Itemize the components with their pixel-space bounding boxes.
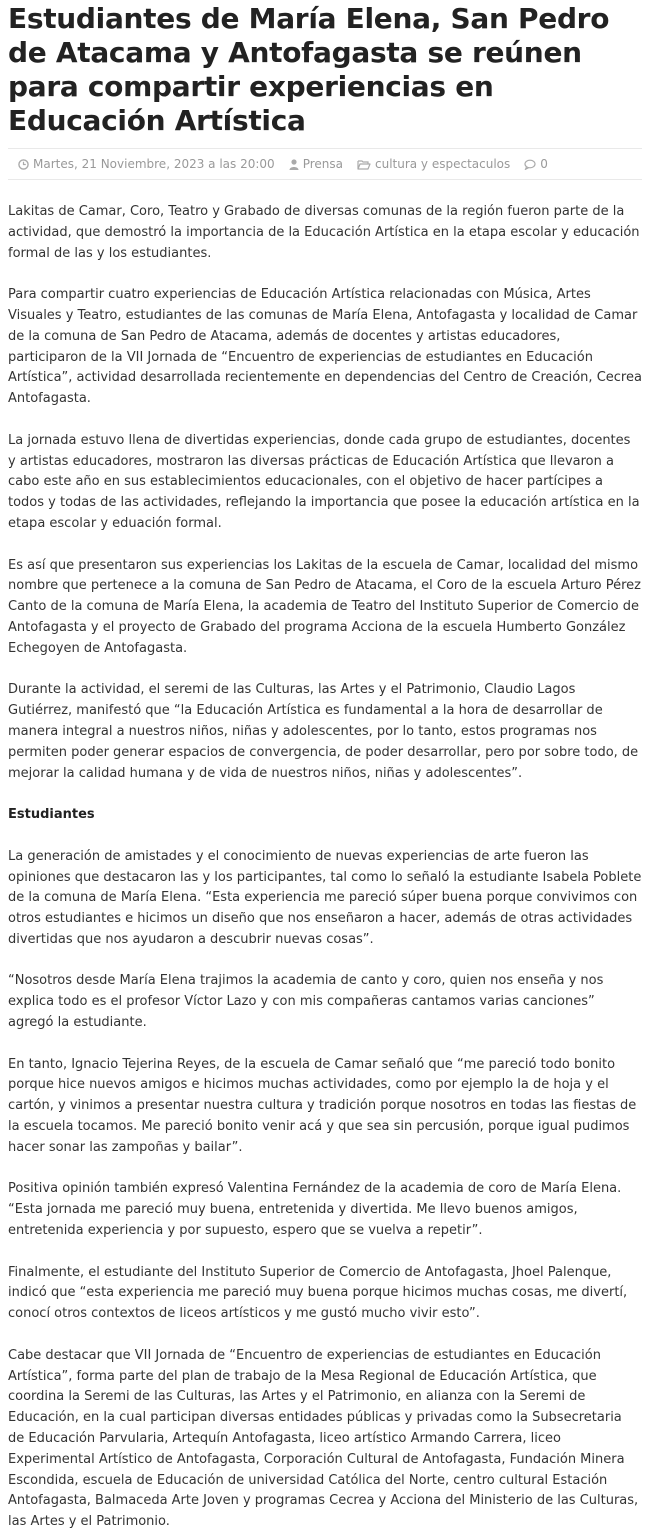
article-title: Estudiantes de María Elena, San Pedro de Atacama y Antofagasta se reúnen para compartir experiencias en Educación Artística [8, 2, 610, 137]
paragraph: Durante la actividad, el seremi de las Culturas, las Artes y el Patrimonio, Claudio Lagos Gutiérrez, manifestó que “la Educación Artística es fundamental a la hora de desarrollar de manera integral a nuestros niños, niñas y adolescentes, por lo tanto, estos programas nos permiten poder generar espacios de convergencia, de poder desarrollar, pero por sobre todo, de mejorar la calidad humana y de vida de nuestros niños, niñas y adolescentes”. [8, 682, 639, 781]
meta-comments-count[interactable]: 0 [540, 157, 548, 171]
paragraph: Es así que presentaron sus experiencias los Lakitas de la escuela de Camar, localidad del mismo nombre que pertenece a la comuna de San Pedro de Atacama, el Coro de la escuela Arturo Pérez Canto de la comuna de María Elena, la academia de Teatro del Instituto Superior de Comercio de Antofagasta y el proyecto de Grabado del programa Acciona de la escuela Humberto González Echegoyen de Antofagasta. [8, 557, 641, 656]
meta-date-text: Martes, 21 Noviembre, 2023 a las 20:00 [33, 157, 275, 171]
paragraph: “Nosotros desde María Elena trajimos la academia de canto y coro, quien nos enseña y nos explica todo es el profesor Víctor Lazo y con mis compañeras cantamos varias canciones” agregó la estudiante. [8, 973, 604, 1031]
meta-category[interactable] [357, 157, 510, 171]
paragraph: La jornada estuvo llena de divertidas experiencias, donde cada grupo de estudiantes, docentes y artistas educadores, mostraron las diversas prácticas de Educación Artística que llevaron a cabo este año en sus establecimientos educacionales, con el objetivo de hacer partícipes a todos y todas de las actividades, reflejando la importancia que posee la educación artística en la etapa escolar y eduación formal. [8, 432, 640, 531]
article-meta [8, 148, 642, 180]
paragraph: En tanto, Ignacio Tejerina Reyes, de la escuela de Camar señaló que “me pareció todo bonito porque hice nuevos amigos e hicimos muchas actividades, como por ejemplo la de hoja y el cartón, y vinimos a presentar nuestra cultura y tradición porque nosotros en todas las fiestas de la escuela tocamos. Me pareció bonito venir acá y que sea sin percusión, porque igual pudimos hacer sonar las zampoñas y bailar”. [8, 1056, 637, 1155]
paragraph: Finalmente, el estudiante del Instituto Superior de Comercio de Antofagasta, Jhoel Palenque, indicó que “esta experiencia me pareció muy buena porque hicimos muchas cosas, me divertí, conocí otros contextos de liceos artísticos y me gustó mucho vivir esto”. [8, 1264, 628, 1322]
folder-open-icon [357, 159, 371, 170]
article [0, 2, 650, 1533]
paragraph: La generación de amistades y el conocimiento de nuevas experiencias de arte fueron las opiniones que destacaron las y los participantes, tal como lo señaló la estudiante Isabela Poblete de la comuna de María Elena. “Esta experiencia me pareció súper buena porque convivimos con otros estudiantes e hicimos un diseño que nos enseñaron a hacer, además de otras actividades divertidas que nos ayudaron a descubrir nuevas cosas”. [8, 848, 642, 947]
paragraph: Lakitas de Camar, Coro, Teatro y Grabado de diversas comunas de la región fueron parte de la actividad, que demostró la importancia de la Educación Artística en la etapa escolar y educación formal de las y los estudiantes. [8, 204, 640, 261]
meta-author[interactable] [289, 157, 343, 171]
article-body [8, 202, 642, 1533]
paragraph: Para compartir cuatro experiencias de Educación Artística relacionadas con Música, Artes Visuales y Teatro, estudiantes de las comunas de María Elena, Antofagasta y localidad de Camar de la comuna de San Pedro de Atacama, además de docentes y artistas educadores, participaron de la VII Jornada de “Encuentro de experiencias de estudiantes en Educación Artística”, actividad desarrollada recientemente en dependencias del Centro de Creación, Cecrea Antofagasta. [8, 287, 642, 407]
meta-category-text[interactable]: cultura y espectaculos [374, 157, 511, 171]
meta-comments[interactable] [524, 157, 548, 171]
clock-icon [18, 159, 29, 170]
comment-icon [524, 159, 536, 170]
user-icon [289, 159, 299, 170]
meta-date [18, 157, 275, 171]
section-heading: Estudiantes [8, 807, 95, 823]
paragraph: Positiva opinión también expresó Valentina Fernández de la academia de coro de María Elena. “Esta jornada me pareció muy buena, entretenida y divertida. Me llevo buenos amigos, entretenida experiencia y por supuesto, espero que se vuelva a repetir”. [8, 1181, 622, 1239]
paragraph: Cabe destacar que VII Jornada de “Encuentro de experiencias de estudiantes en Educación Artística”, forma parte del plan de trabajo de la Mesa Regional de Educación Artística, que coordina la Seremi de las Culturas, las Artes y el Patrimonio, en alianza con la Seremi de Educación, en la cual participan diversas entidades públicas y privadas como la Subsecretaria de Educación Parvularia, Artequín Antofagasta, liceo artístico Armando Carrera, liceo Experimental Artístico de Antofagasta, Corporación Cultural de Antofagasta, Fundación Minera Escondida, escuela de Educación de universidad Católica del Norte, centro cultural Estación Antofagasta, Balmaceda Arte Joven y programas Cecrea y Acciona del Ministerio de las Culturas, las Artes y el Patrimonio. [8, 1347, 639, 1530]
meta-author-text[interactable]: Prensa [302, 157, 343, 171]
